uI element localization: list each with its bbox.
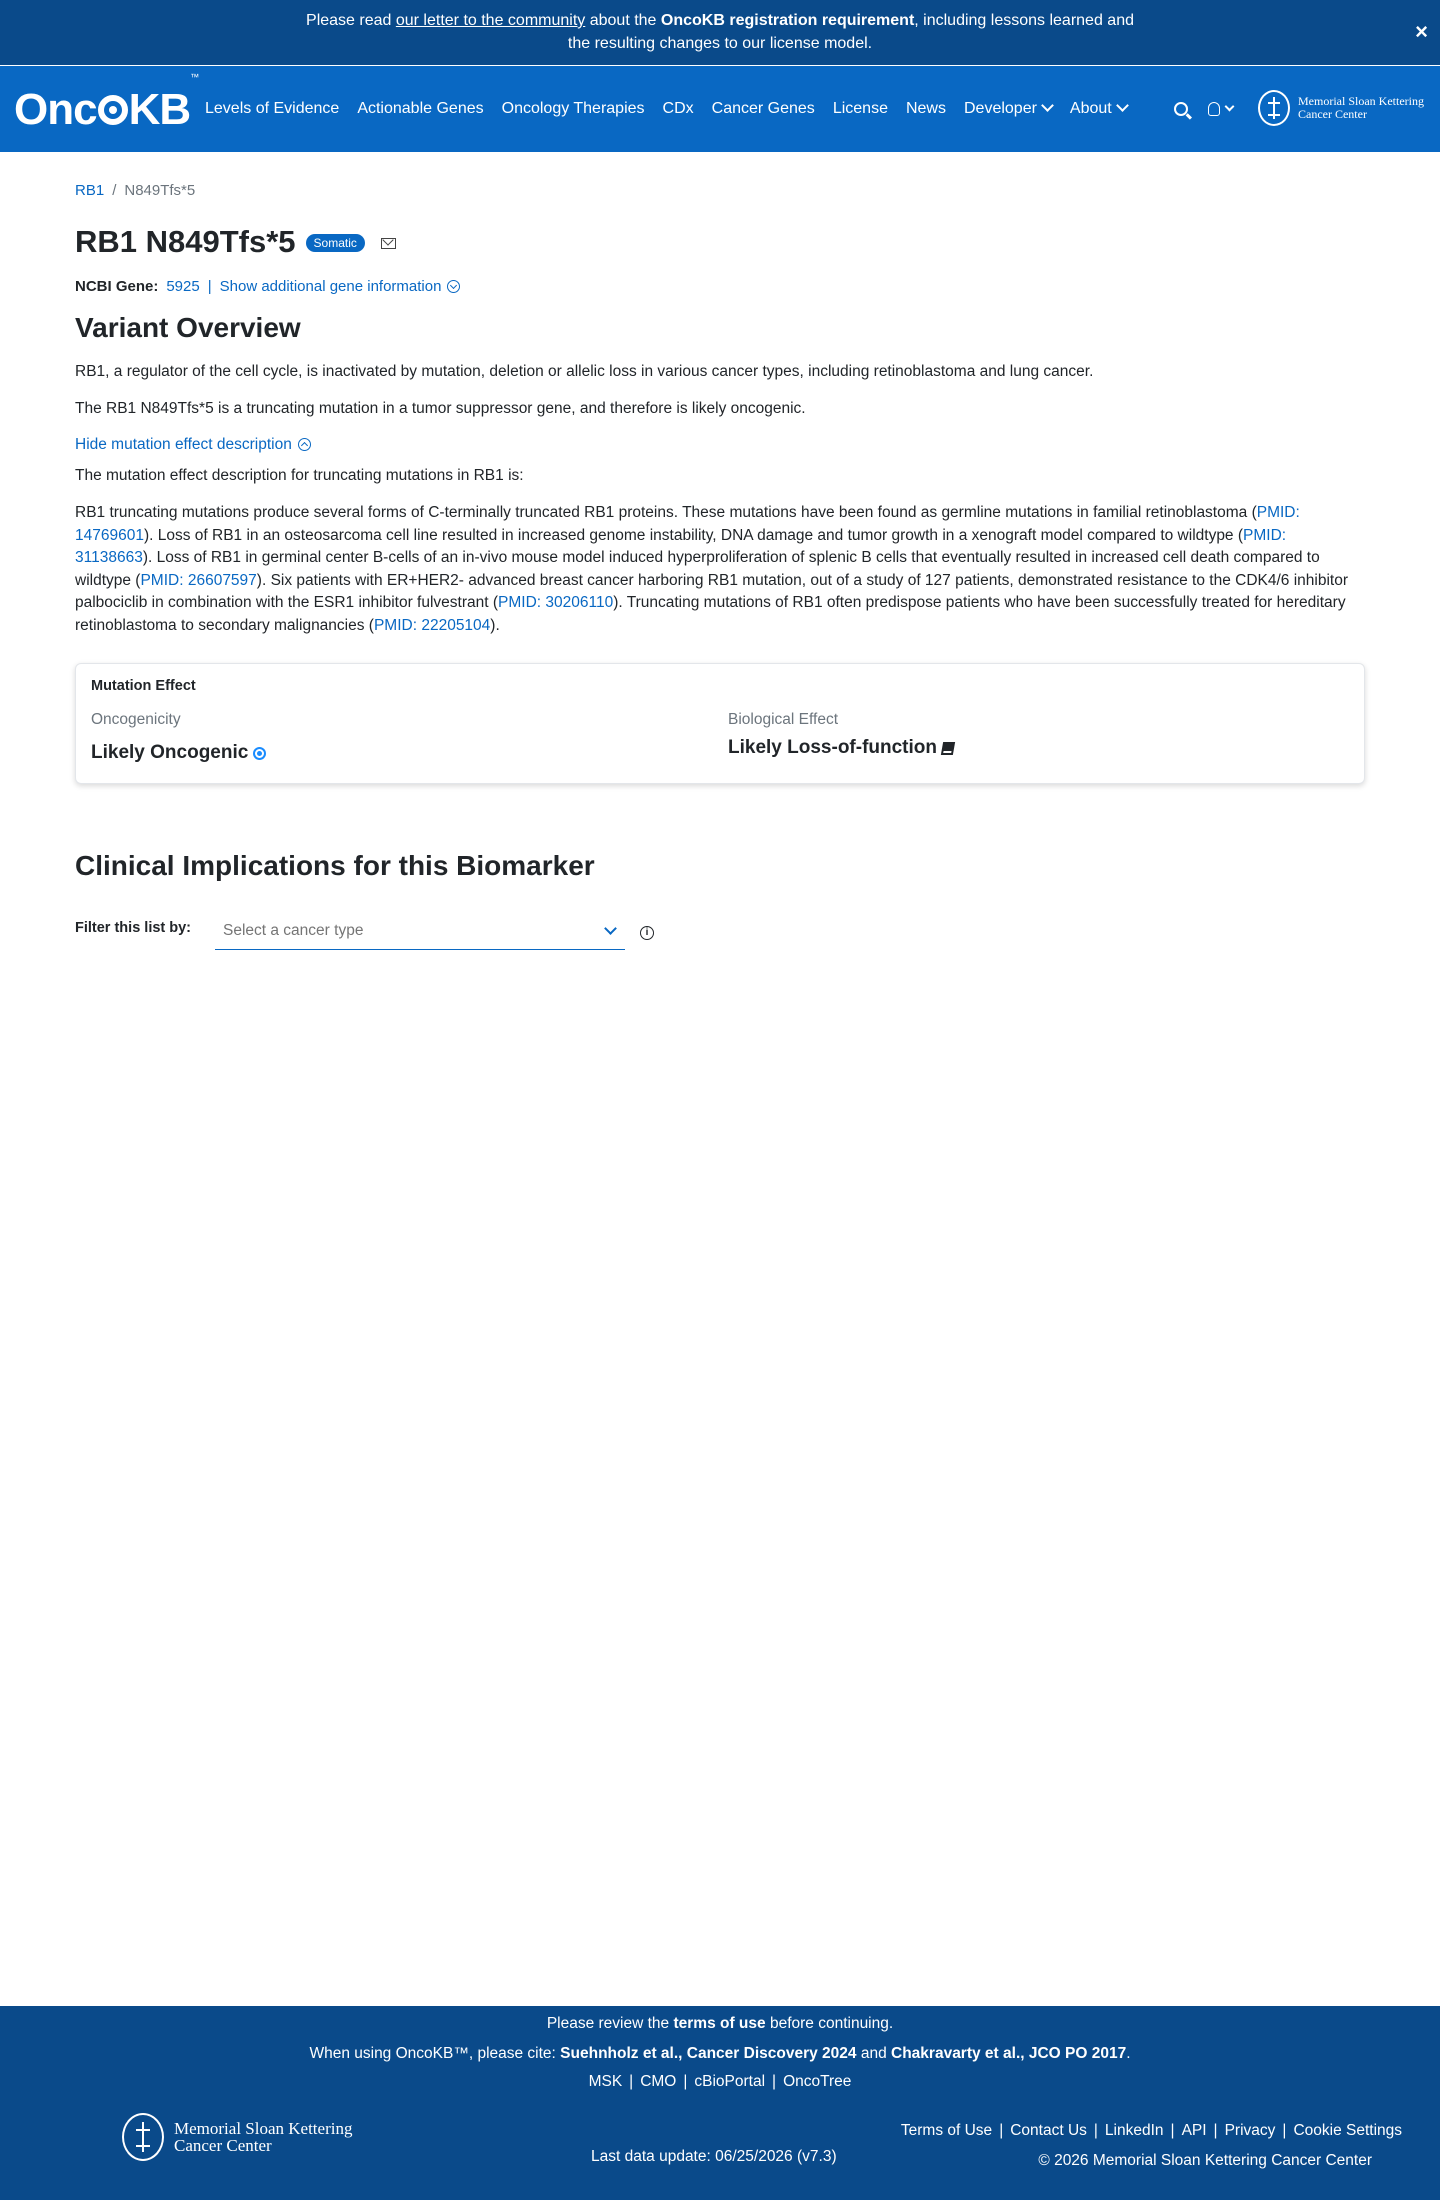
footer-api-link[interactable]: API [1181,2122,1207,2139]
nav-about-dropdown[interactable]: About [1070,100,1127,118]
likely-oncogenic-icon [253,747,266,760]
clinical-implications-heading: Clinical Implications for this Biomarker [75,850,595,881]
page-header [75,224,396,260]
page-footer [0,2006,1440,2200]
pmid-link[interactable]: PMID: 14769601 [75,504,1300,544]
variant-overview-heading: Variant Overview [75,312,301,343]
mutation-effect-card [75,663,1365,784]
biological-effect-label: Biological Effect [728,711,838,728]
nav-cdx[interactable]: CDx [662,100,694,117]
breadcrumb-variant: N849Tfs*5 [124,182,196,199]
nav-levels-of-evidence[interactable]: Levels of Evidence [205,100,340,117]
msk-emblem-icon [1258,90,1290,126]
somatic-badge: Somatic [306,234,365,252]
footer-cookie-settings-link[interactable]: Cookie Settings [1293,2122,1402,2139]
related-sites: MSK | CMO | cBioPortal | OncoTree [588,2073,852,2090]
oncokb-logo[interactable]: Onc KB™ [14,72,199,134]
site-link-cbioportal[interactable]: cBioPortal [694,2073,766,2090]
mutation-effect-intro: The mutation effect description for truncating mutations in RB1 is: [75,467,524,484]
nav-developer-dropdown[interactable]: Developer [964,100,1052,118]
pmid-link[interactable]: PMID: 31138663 [75,526,1287,566]
oncogenicity-label: Oncogenicity [91,711,181,728]
gene-summary: RB1, a regulator of the cell cycle, is inactivated by mutation, deletion or allelic loss in various cancer types, including retinoblastoma and lung cancer. [75,363,1094,380]
mail-icon[interactable] [381,238,396,249]
citation-link[interactable]: Suehnholz et al., Cancer Discovery 2024 [560,2045,857,2062]
cancer-type-select[interactable]: Select a cancer type [215,912,625,950]
show-gene-info-toggle[interactable]: Show additional gene information [220,278,461,295]
nav-license[interactable]: License [832,100,888,117]
page-title: RB1 N849Tfs*5 [75,224,296,259]
citation-notice: When using OncoKB™, please cite: Suehnholz et al., Cancer Discovery 2024 and Chakravarty et al., JCO PO 2017. [309,2045,1131,2062]
pmid-link[interactable]: PMID: 26607597 [140,571,257,589]
mutation-effect-description: RB1 truncating mutations produce several forms of C-terminally truncated RB1 proteins. These mutations have been found as germline mutations in familial retinoblastoma (PMID: 14769601). Loss of RB1 in an osteosarcoma cell line resulted in increased genome instability, DNA damage and tumor growth in a xenograft model compared to wildtype (PMID: 31138663). Loss of RB1 in germinal center B-cells of an in-vivo mouse model induced hyperproliferation of splenic B cells that eventually resulted in increased cell death compared to wildtype (PMID: 26607597). Six patients with ER+HER2- advanced breast cancer harboring RB1 mutation, out of a study of 127 patients, demonstrated resistance to the CDK4/6 inhibitor palbociclib in combination with the ESR1 inhibitor fulvestrant (PMID: 30206110). Truncating mutations of RB1 often predispose patients who have been successfully treated for hereditary retinoblastoma to secondary malignancies (PMID: 22205104). [75,504,1348,634]
nav-actionable-genes[interactable]: Actionable Genes [357,100,484,117]
footer-privacy-link[interactable]: Privacy [1224,2122,1276,2139]
footer-msk-logo[interactable]: Memorial Sloan Kettering Cancer Center [122,2113,352,2161]
circle-chevron-down-icon [447,280,460,293]
variant-summary: The RB1 N849Tfs*5 is a truncating mutation in a tumor suppressor gene, and therefore is likely oncogenic. [75,400,806,417]
filter-label: Filter this list by: [75,920,192,936]
chevron-down-icon [604,922,617,935]
announcement-banner [0,0,1440,65]
copyright: © 2026 Memorial Sloan Kettering Cancer Center [1038,2152,1372,2169]
top-navbar [0,66,1440,152]
nav-icons [1174,66,1233,152]
last-data-update: Last data update: 06/25/2026 (v7.3) [591,2148,837,2165]
citation-link[interactable]: Chakravarty et al., JCO PO 2017 [891,2045,1127,2062]
nav-cancer-genes[interactable]: Cancer Genes [711,100,815,117]
close-icon[interactable]: × [1415,19,1428,44]
info-icon[interactable]: i [640,926,654,940]
pmid-link[interactable]: PMID: 30206110 [498,594,614,611]
community-letter-link[interactable]: our letter to the community [395,12,586,29]
ncbi-gene-link[interactable]: 5925 [166,278,200,295]
ncbi-gene-row: NCBI Gene: 5925 | Show additional gene information [75,278,460,295]
book-icon[interactable] [941,742,955,755]
nav-oncology-therapies[interactable]: Oncology Therapies [501,100,645,117]
chevron-down-icon [1225,101,1235,111]
breadcrumb-gene-link[interactable]: RB1 [75,182,105,199]
site-link-oncotree[interactable]: OncoTree [783,2073,852,2090]
footer-terms-link[interactable]: Terms of Use [900,2122,993,2139]
msk-logo[interactable]: Memorial Sloan Kettering Cancer Center [1258,90,1424,126]
main-menu [205,66,1145,152]
announcement-text: Please read our letter to the community about the OncoKB registration requirement, including lessons learned and the resulting changes to our license model. [306,12,1134,52]
footer-links: Terms of Use | Contact Us | LinkedIn | API | Privacy | Cookie Settings [900,2122,1402,2139]
user-icon [1208,102,1220,116]
nav-news[interactable]: News [905,100,946,117]
msk-emblem-icon [122,2113,164,2161]
breadcrumb: RB1 / N849Tfs*5 [75,182,196,199]
account-dropdown[interactable] [1208,102,1233,116]
circle-chevron-up-icon [298,438,311,451]
search-icon[interactable] [1174,102,1188,116]
footer-contact-link[interactable]: Contact Us [1010,2122,1087,2139]
mutation-effect-title: Mutation Effect [91,678,196,694]
biological-effect-value: Likely Loss-of-function [728,737,954,759]
logo-circle-icon [98,95,128,125]
site-link-msk[interactable]: MSK [588,2073,623,2090]
hide-mutation-effect-toggle[interactable]: Hide mutation effect description [75,436,311,454]
terms-notice: Please review the terms of use before continuing. [546,2015,894,2032]
pmid-link[interactable]: PMID: 22205104 [373,616,491,634]
terms-of-use-link[interactable]: terms of use [673,2015,766,2032]
footer-linkedin-link[interactable]: LinkedIn [1104,2122,1164,2139]
oncogenicity-value: Likely Oncogenic [91,742,266,764]
site-link-cmo[interactable]: CMO [640,2073,677,2090]
